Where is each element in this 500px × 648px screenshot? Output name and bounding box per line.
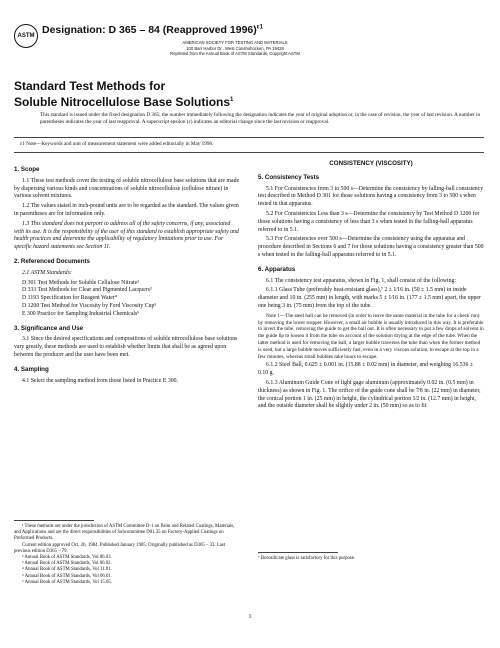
section-heading: 2. Referenced Documents <box>14 257 90 265</box>
list-item: D 1200 Test Method for Viscosity by Ford Viscosity Cup⁵ <box>22 302 157 309</box>
editorial-note: ε1 Note—Keywords and unit of measurement statement were added editorially in May 1996. <box>20 141 214 147</box>
section-heading: 1. Scope <box>14 166 40 173</box>
divider <box>14 152 484 153</box>
paragraph: 2.1 ASTM Standards: <box>22 269 72 276</box>
paragraph: 5.1 For Consistencies from 3 to 500 s—Determine the consistency by falling-ball consistency test described in Method D 301 for those solutions having a consistency from 3 to 500 s when tested in that apparatus. <box>258 185 484 208</box>
paragraph: 6.1.2 Steel Ball, 0.625 ± 0.001 in. (15.88 ± 0.02 mm) in diameter, and weighing 16.536 ± 0.10 g. <box>258 362 474 377</box>
paragraph: 6.1.1 Glass Tube (preferably heat-resistant glass),⁷ 2 ± 1⁄16 in. (50 ± 1.5 mm) in inside diameter and 10 in. (255 mm) in length, with marks 5 ± 1⁄16 in. (177 ± 1.5 mm) apart, the upper one being 3 in. (75 mm) from the top of the tube. <box>258 287 481 309</box>
publisher-line: Reprinted from the Annual Book of ASTM Standards, Copyright ASTM <box>170 51 300 57</box>
footnote: ² Annual Book of ASTM Standards, Vol 06.03. <box>22 555 112 561</box>
list-item: E 300 Practice for Sampling Industrial Chemicals⁶ <box>22 310 140 317</box>
paragraph: 1.3 This standard does not purport to address all of the safety concerns, if any, associated with its use. It is the responsibility of the user of this standard to establish appropriate safety and health practices and determine the applicability of regulatory limitations prior to use. For specific hazard statements see Section 11. <box>14 220 239 251</box>
page-number: 1 <box>248 614 252 620</box>
astm-logo-icon: ASTM <box>14 24 38 48</box>
right-column <box>258 160 484 413</box>
note: Note 1—The steel ball can be removed (in order to leave the same material in the tube for a check run) by removing the lower stopper. However, a small air bubble is usually introduced in this way. It is preferable to invert the tube, removing the guide to get the ball out. It is often necessary to put a few drops of solvent in the guide lip to loosen it from the tube on account of the solution drying at the edge of the tube. When the latter method is used for removing the ball, a larger bubble traverses the tube than when the former method is used, but a large bubble moves sufficiently fast, even in a very viscous solution, to escape at the top in a few minutes, whereas small bubbles take hours to escape. <box>258 312 484 360</box>
footnotes <box>14 520 240 586</box>
paragraph: 4.1 Select the sampling method from those listed in Practice E 300. <box>22 377 179 384</box>
section-heading: CONSISTENCY (VISCOSITY) <box>329 160 413 167</box>
page-title: Standard Test Methods for Soluble Nitrocellulose Base Solutions$^1$ <box>14 79 234 109</box>
paragraph: 5.3 For Consistencies over 500 s—Determine the consistency using the apparatus and procedure described in Sections 6 and 7 for those solutions having a consistency greater than 500 s when tested in the falling-ball apparatus referred to in 5.1. <box>258 236 484 258</box>
designation: Designation: D 365 – 84 (Reapproved 1996)$^{\varepsilon 1}$ <box>42 24 263 36</box>
divider <box>14 137 484 138</box>
footnote: ⁵ Annual Book of ASTM Standards, Vol 06.01. <box>22 573 112 579</box>
list-item: D 333 Test Methods for Clear and Pigmented Lacquers³ <box>22 287 152 294</box>
footnote: ¹ These methods are under the jurisdiction of ASTM Committee D-1 on Paint and Related Coatings, Materials, and Applications and are the direct responsibilities of Subcommittee D01.35 on Factory-Applied Coatings on Preformed Products. <box>14 524 235 542</box>
paragraph: 6.1.3 Aluminum Guide Cone of light gage aluminum (approximately 0.02 in. (0.5 mm) in thickness) as shown in Fig. 1. The orifice of the guide cone shall be 7⁄8 in. (22 mm) in diameter, the conical portion 1 in. (25 mm) in height, the cylindrical portion 1⁄2 in. (12.7 mm) in height, and the outside diameter shall be slightly under 2 in. (50 mm) so as to fit <box>258 379 481 410</box>
paragraph: 5.2 For Consistencies Less than 3 s—Determine the consistency by Test Method D 1200 for those solutions having a consistency of less than 3 s when tested in the falling-ball apparatus referred to in 5.1. <box>258 210 480 233</box>
paragraph: 1.2 The values stated in inch-pound units are to be regarded as the standard. The values given in parentheses are for information only. <box>14 203 239 217</box>
footnote: ⁶ Annual Book of ASTM Standards, Vol 15.05. <box>22 579 112 585</box>
footnote: ⁴ Annual Book of ASTM Standards, Vol 11.01. <box>22 567 112 573</box>
left-column <box>14 160 240 387</box>
paragraph: 3.1 Since the desired specifications and compositions of soluble nitrocellulose base solutions vary greatly, these methods are used to establish whether limits that shall be as agreed upon between the producer and the user have been met. <box>14 336 238 358</box>
publisher-line: 100 Barr Harbor Dr., West Conshohocken, PA 19428 <box>186 45 284 51</box>
publisher-line: AMERICAN SOCIETY FOR TESTING AND MATERIALS <box>182 40 288 45</box>
publisher-block <box>130 40 340 57</box>
list-item: D 301 Test Methods for Soluble Cellulose Nitrate² <box>22 279 139 286</box>
section-heading: 6. Apparatus <box>258 265 296 273</box>
footnote: ³ Annual Book of ASTM Standards, Vol 06.02. <box>22 561 112 567</box>
footnote-divider <box>14 520 94 521</box>
intro-paragraph: This standard is issued under the fixed designation D 365; the number immediately following the designation indicates the year of original adoption or, in the case of revision, the year of last revision. A number in parentheses indicates the year of last reapproval. A superscript epsilon (ε) indicates an editorial change since the last revision or reapproval. <box>40 112 481 125</box>
paragraph: 6.1 The consistency test apparatus, shown in Fig. 1, shall consist of the following: <box>266 277 457 284</box>
section-heading: 5. Consistency Tests <box>258 173 320 181</box>
footnote-right <box>258 552 484 562</box>
footnote: ⁷ Borosilicate glass is satisfactory for this purpose. <box>258 556 356 561</box>
section-heading: 3. Significance and Use <box>14 324 84 332</box>
footnote-divider <box>258 552 338 553</box>
list-item: D 1193 Specification for Reagent Water⁴ <box>22 295 117 302</box>
paragraph: 1.1 These test methods cover the testing of soluble nitrocellulose base solutions that are made by dispersing various kinds and concentrations of soluble nitrocellulose (cellulose nitrate) in various solvent mixtures. <box>14 177 240 200</box>
section-heading: 4. Sampling <box>14 365 49 373</box>
footnote: Current edition approved Oct. 26, 1984. Published January 1985. Originally published as D365 – 33. Last previous edition D365 – 79. <box>14 542 226 554</box>
